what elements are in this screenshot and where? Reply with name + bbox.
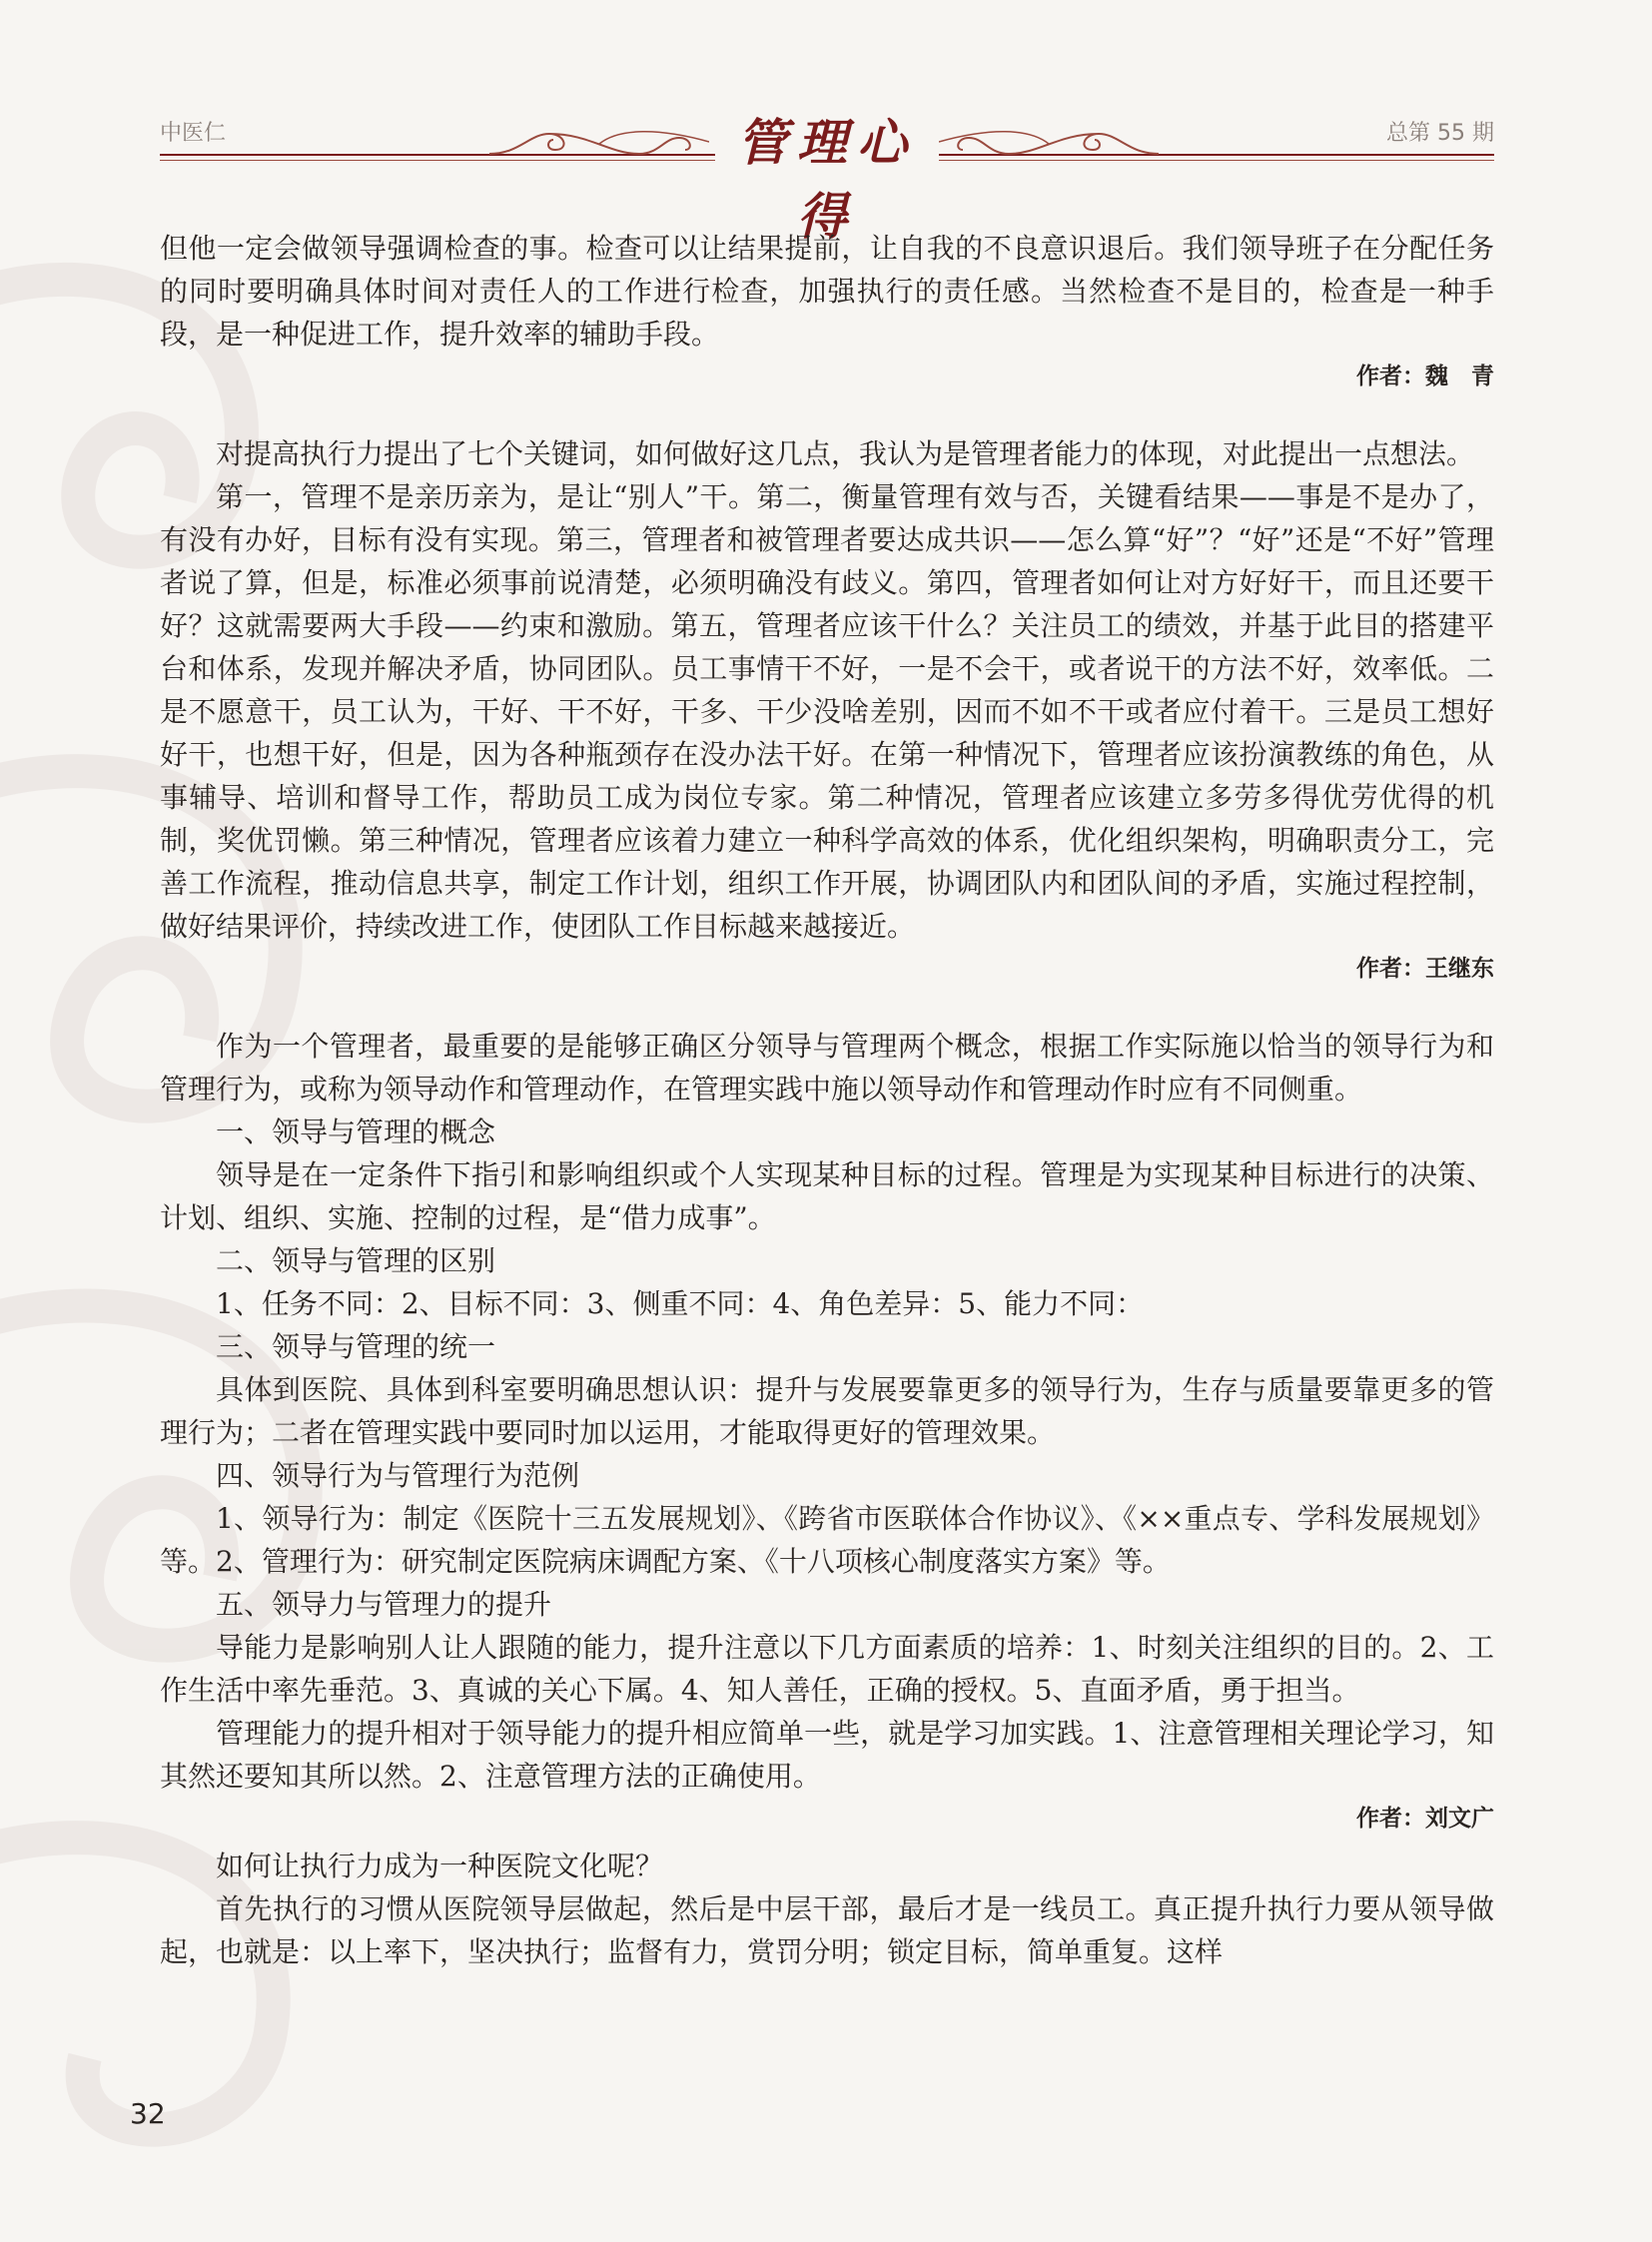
paragraph: 导能力是影响别人让人跟随的能力，提升注意以下几方面素质的培养：1、时刻关注组织的目的。2、工作生活中率先垂范。3、真诚的关心下属。4、知人善任，正确的授权。5、直面矛盾，勇于担当。 — [160, 1631, 1494, 1707]
paragraph: 作为一个管理者，最重要的是能够正确区分领导与管理两个概念，根据工作实际施以恰当的领导行为和管理行为，或称为领导动作和管理动作，在管理实践中施以领导动作和管理动作时应有不同侧重。 — [160, 1030, 1494, 1106]
subheading: 三、领导与管理的统一 — [216, 1330, 496, 1363]
left-scroll-ornament — [489, 120, 709, 160]
subheading: 五、领导力与管理力的提升 — [216, 1588, 552, 1621]
journal-name: 中医仁 — [160, 121, 227, 146]
page-number: 32 — [130, 2097, 166, 2130]
article-body — [160, 227, 1494, 1973]
author-line: 作者：魏 青 — [1356, 364, 1494, 389]
issue-number: 总第 55 期 — [1386, 121, 1494, 146]
paragraph: 管理能力的提升相对于领导能力的提升相应简单一些，就是学习加实践。1、注意管理相关理论学习，知其然还要知其所以然。2、注意管理方法的正确使用。 — [160, 1717, 1494, 1793]
paragraph: 具体到医院、具体到科室要明确思想认识：提升与发展要靠更多的领导行为，生存与质量要靠更多的管理行为；二者在管理实践中要同时加以运用，才能取得更好的管理效果。 — [160, 1373, 1494, 1449]
subheading: 一、领导与管理的概念 — [216, 1116, 496, 1148]
paragraph: 第一，管理不是亲历亲为，是让“别人”干。第二，衡量管理有效与否，关键看结果——事是不是办了，有没有办好，目标有没有实现。第三，管理者和被管理者要达成共识——怎么算“好”？“好”还是“不好”管理者说了算，但是，标准必须事前说清楚，必须明确没有歧义。第四，管理者如何让对方好好干，而且还要干好？这就需要两大手段——约束和激励。第五，管理者应该干什么？关注员工的绩效，并基于此目的搭建平台和体系，发现并解决矛盾，协同团队。员工事情干不好，一是不会干，或者说干的方法不好，效率低。二是不愿意干，员工认为，干好、干不好，干多、干少没啥差别，因而不如不干或者应付着干。三是员工想好好干，也想干好，但是，因为各种瓶颈存在没办法干好。在第一种情况下，管理者应该扮演教练的角色，从事辅导、培训和督导工作，帮助员工成为岗位专家。第二种情况，管理者应该建立多劳多得优劳优得的机制，奖优罚懒。第三种情况，管理者应该着力建立一种科学高效的体系，优化组织架构，明确职责分工，完善工作流程，推动信息共享，制定工作计划，组织工作开展，协调团队内和团队间的矛盾，实施过程控制，做好结果评价，持续改进工作，使团队工作目标越来越接近。 — [160, 480, 1494, 943]
section-title-box — [715, 106, 939, 246]
page-header — [160, 112, 1494, 246]
paragraph: 1、领导行为：制定《医院十三五发展规划》、《跨省市医联体合作协议》、《××重点专、学科发展规划》等。2、管理行为：研究制定医院病床调配方案、《十八项核心制度落实方案》等。 — [160, 1502, 1494, 1578]
subheading: 二、领导与管理的区别 — [216, 1244, 496, 1277]
right-scroll-ornament — [939, 120, 1159, 160]
paragraph: 首先执行的习惯从医院领导层做起，然后是中层干部，最后才是一线员工。真正提升执行力要从领导做起，也就是：以上率下，坚决执行；监督有力，赏罚分明；锁定目标，简单重复。这样 — [160, 1892, 1494, 1968]
subheading: 四、领导行为与管理行为范例 — [216, 1459, 580, 1492]
paragraph: 但他一定会做领导强调检查的事。检查可以让结果提前，让自我的不良意识退后。我们领导班子在分配任务的同时要明确具体时间对责任人的工作进行检查，加强执行的责任感。当然检查不是目的，检查是一种手段，是一种促进工作，提升效率的辅助手段。 — [160, 232, 1494, 351]
paragraph: 领导是在一定条件下指引和影响组织或个人实现某种目标的过程。管理是为实现某种目标进行的决策、计划、组织、实施、控制的过程，是“借力成事”。 — [160, 1158, 1494, 1234]
author-line: 作者：王继东 — [1356, 956, 1494, 982]
paragraph: 如何让执行力成为一种医院文化呢？ — [216, 1850, 664, 1882]
paragraph: 对提高执行力提出了七个关键词，如何做好这几点，我认为是管理者能力的体现，对此提出一点想法。 — [216, 437, 1475, 470]
paragraph: 1、任务不同：2、目标不同：3、侧重不同：4、角色差异：5、能力不同： — [216, 1287, 1145, 1320]
author-line: 作者：刘文广 — [1356, 1806, 1494, 1832]
section-title: 管理心得 — [737, 113, 917, 246]
